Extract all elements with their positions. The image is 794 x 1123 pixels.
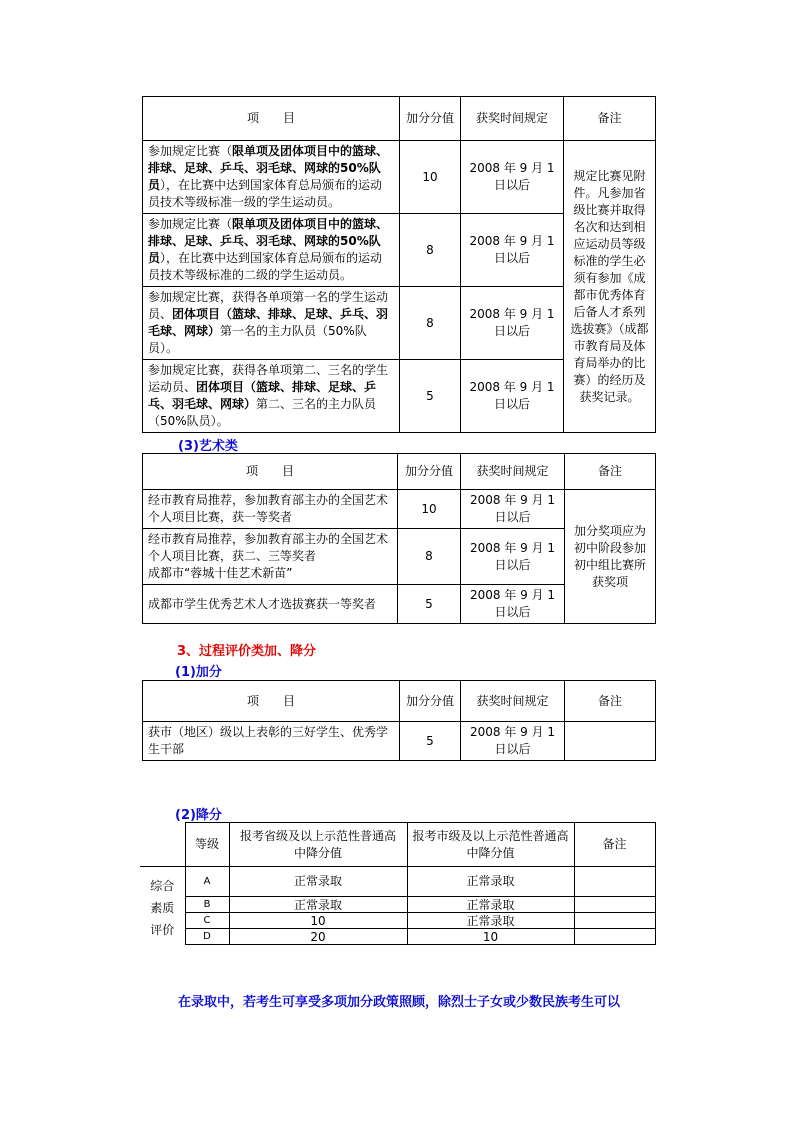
table-row-note bbox=[565, 722, 656, 761]
grade-cell: C bbox=[185, 913, 229, 929]
table-row-time: 2008 年 9 月 1 日以后 bbox=[461, 722, 565, 761]
process-add-table bbox=[142, 680, 656, 761]
table-row-points: 10 bbox=[398, 490, 461, 529]
header-note: 备注 bbox=[564, 97, 656, 141]
header-item: 项 目 bbox=[143, 97, 400, 141]
table-row-points: 5 bbox=[400, 722, 461, 761]
table-row-item: 参加规定比赛（限单项及团体项目中的篮球、排球、足球、乒乓、羽毛球、网球的50%队员），在比赛中达到国家体育总局颁布的运动员技术等级标准一级的学生运动员。 bbox=[143, 141, 400, 214]
table-row-item: 参加规定比赛，获得各单项第一名的学生运动员、团体项目（篮球、排球、足球、乒乓、羽毛球、网球）第一名的主力队员（50%队员）。 bbox=[143, 287, 400, 360]
table-row-item: 参加规定比赛，获得各单项第二、三名的学生运动员、团体项目（篮球、排球、足球、乒乓、羽毛球、网球）第二、三名的主力队员（50%队员）。 bbox=[143, 360, 400, 433]
header-note: 备注 bbox=[565, 681, 656, 722]
table-note: 规定比赛见附件。凡参加省级比赛并取得名次和达到相应运动员等级标准的学生必须有参加《成都市优秀体育后备人才系列选拔赛》（成都市教育局及体育局举办的比赛）的经历及获奖记录。 bbox=[564, 141, 656, 433]
city-cell: 正常录取 bbox=[407, 867, 574, 897]
header-time: 获奖时间规定 bbox=[461, 681, 565, 722]
header-points: 加分分值 bbox=[398, 454, 461, 490]
prov-cell: 正常录取 bbox=[229, 867, 407, 897]
header-city: 报考市级及以上示范性普通高中降分值 bbox=[407, 823, 574, 867]
header-note: 备注 bbox=[574, 823, 655, 867]
process-minus-table bbox=[140, 822, 656, 945]
header-grade: 等级 bbox=[185, 823, 229, 867]
grade-cell: A bbox=[185, 867, 229, 897]
note-cell bbox=[574, 867, 655, 897]
heading-art: (3)艺术类 bbox=[178, 439, 238, 454]
table-row-points: 10 bbox=[400, 141, 461, 214]
note-cell bbox=[574, 897, 655, 913]
table-row-points: 8 bbox=[398, 529, 461, 585]
table-row-item: 参加规定比赛（限单项及团体项目中的篮球、排球、足球、乒乓、羽毛球、网球的50%队员），在比赛中达到国家体育总局颁布的运动员技术等级标准的二级的学生运动员。 bbox=[143, 214, 400, 287]
prov-cell: 20 bbox=[229, 929, 407, 945]
header-time: 获奖时间规定 bbox=[461, 97, 564, 141]
table-row-points: 5 bbox=[398, 585, 461, 624]
grade-cell: B bbox=[185, 897, 229, 913]
sports-bonus-table bbox=[142, 96, 656, 433]
table-row-item: 经市教育局推荐，参加教育部主办的全国艺术个人项目比赛，获二、三等奖者 成都市“蓉城十佳艺术新苗” bbox=[143, 529, 398, 585]
header-time: 获奖时间规定 bbox=[461, 454, 565, 490]
table-row-points: 8 bbox=[400, 214, 461, 287]
table-row-time: 2008 年 9 月 1 日以后 bbox=[461, 141, 564, 214]
header-item: 项 目 bbox=[143, 454, 398, 490]
prov-cell: 正常录取 bbox=[229, 897, 407, 913]
table-row-time: 2008 年 9 月 1 日以后 bbox=[461, 287, 564, 360]
table-row-time: 2008 年 9 月 1 日以后 bbox=[461, 490, 565, 529]
city-cell: 10 bbox=[407, 929, 574, 945]
note-cell bbox=[574, 913, 655, 929]
grade-cell: D bbox=[185, 929, 229, 945]
table-note: 加分奖项应为初中阶段参加初中组比赛所获奖项 bbox=[565, 490, 656, 624]
table-row-time: 2008 年 9 月 1 日以后 bbox=[461, 214, 564, 287]
table-row-points: 8 bbox=[400, 287, 461, 360]
city-cell: 正常录取 bbox=[407, 913, 574, 929]
table-row-time: 2008 年 9 月 1 日以后 bbox=[461, 585, 565, 624]
header-points: 加分分值 bbox=[400, 681, 461, 722]
art-bonus-table bbox=[142, 453, 656, 624]
city-cell: 正常录取 bbox=[407, 897, 574, 913]
header-points: 加分分值 bbox=[400, 97, 461, 141]
side-label: 综合 素质 评价 bbox=[140, 867, 185, 945]
note-cell bbox=[574, 929, 655, 945]
table-row-time: 2008 年 9 月 1 日以后 bbox=[461, 529, 565, 585]
header-item: 项 目 bbox=[143, 681, 400, 722]
table-row-points: 5 bbox=[400, 360, 461, 433]
header-note: 备注 bbox=[565, 454, 656, 490]
prov-cell: 10 bbox=[229, 913, 407, 929]
footer-paragraph: 在录取中，若考生可享受多项加分政策照顾，除烈士子女或少数民族考生可以 bbox=[178, 995, 621, 1010]
heading-process: 3、过程评价类加、降分 bbox=[177, 644, 317, 659]
empty-corner bbox=[140, 823, 185, 867]
table-row-item: 获市（地区）级以上表彰的三好学生、优秀学生干部 bbox=[143, 722, 400, 761]
heading-add: (1)加分 bbox=[175, 665, 222, 680]
heading-minus: (2)降分 bbox=[175, 808, 222, 823]
table-row-time: 2008 年 9 月 1 日以后 bbox=[461, 360, 564, 433]
table-row-item: 成都市学生优秀艺术人才选拔赛获一等奖者 bbox=[143, 585, 398, 624]
header-prov: 报考省级及以上示范性普通高中降分值 bbox=[229, 823, 407, 867]
table-row-item: 经市教育局推荐，参加教育部主办的全国艺术个人项目比赛，获一等奖者 bbox=[143, 490, 398, 529]
